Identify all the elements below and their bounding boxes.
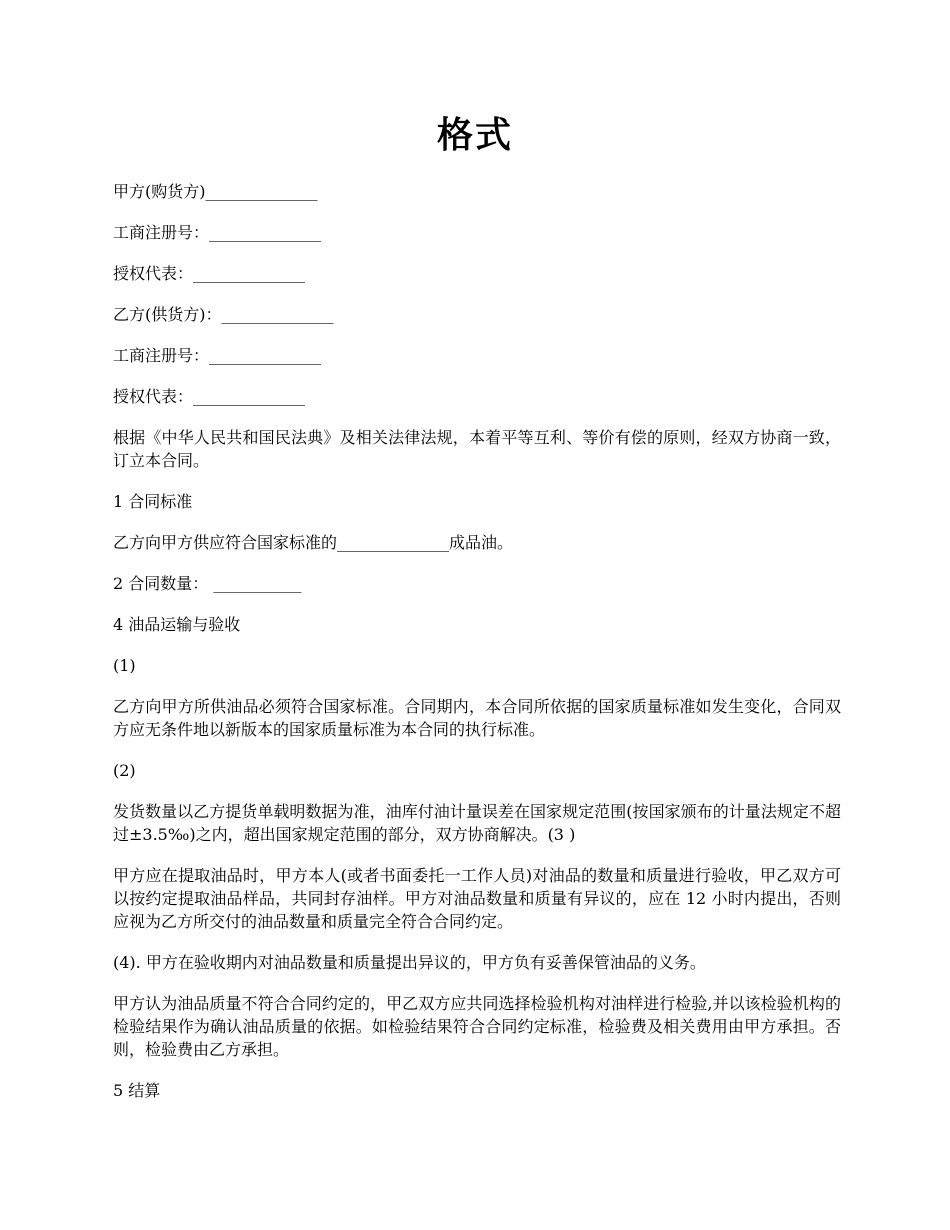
intro-paragraph: 根据《中华人民共和国民法典》及相关法律法规，本着平等互利、等价有偿的原则，经双方协商一致，订立本合同。: [113, 428, 841, 470]
section-heading: 5 结算: [113, 1081, 161, 1100]
quantity-line: 2 合同数量： ___________: [113, 574, 302, 593]
document-body: [113, 180, 841, 1120]
clause-paragraph: 甲方认为油品质量不符合合同约定的，甲乙双方应共同选择检验机构对油样进行检验,并以该检验机构的检验结果作为确认油品质量的依据。如检验结果符合合同约定标准，检验费及相关费用由甲方承担。否则，检验费由乙方承担。: [113, 994, 841, 1059]
party-b-representative-line: 授权代表：______________: [113, 387, 306, 406]
party-b-registration-line: 工商注册号：______________: [113, 346, 322, 365]
party-a-representative-line: 授权代表：______________: [113, 264, 306, 283]
clause-paragraph: 甲方应在提取油品时，甲方本人(或者书面委托一工作人员)对油品的数量和质量进行验收，甲乙双方可以按约定提取油品样品，共同封存油样。甲方对油品数量和质量有异议的，应在 12 小时内提出，否则应视为乙方所交付的油品数量和质量完全符合合同约定。: [113, 866, 841, 931]
party-a-line: 甲方(购货方)______________: [113, 182, 318, 201]
party-b-line: 乙方(供货方)：______________: [113, 305, 334, 324]
section-heading: 1 合同标准: [113, 492, 193, 511]
party-a-registration-line: 工商注册号：______________: [113, 223, 322, 242]
section-heading: 4 油品运输与验收: [113, 615, 241, 634]
document-title: 格式: [436, 115, 513, 156]
clause-paragraph: (4). 甲方在验收期内对油品数量和质量提出异议的，甲方负有妥善保管油品的义务。: [113, 953, 706, 972]
clause-number: (1): [113, 656, 136, 675]
clause-paragraph: 乙方向甲方所供油品必须符合国家标准。合同期内，本合同所依据的国家质量标准如发生变化，合同双方应无条件地以新版本的国家质量标准为本合同的执行标准。: [113, 697, 841, 739]
clause-paragraph: 发货数量以乙方提货单载明数据为准，油库付油计量误差在国家规定范围(按国家颁布的计量法规定不超过±3.5‰)之内，超出国家规定范围的部分，双方协商解决。(3 ): [113, 802, 841, 844]
standard-paragraph: 乙方向甲方供应符合国家标准的______________成品油。: [113, 533, 514, 552]
clause-number: (2): [113, 761, 136, 780]
